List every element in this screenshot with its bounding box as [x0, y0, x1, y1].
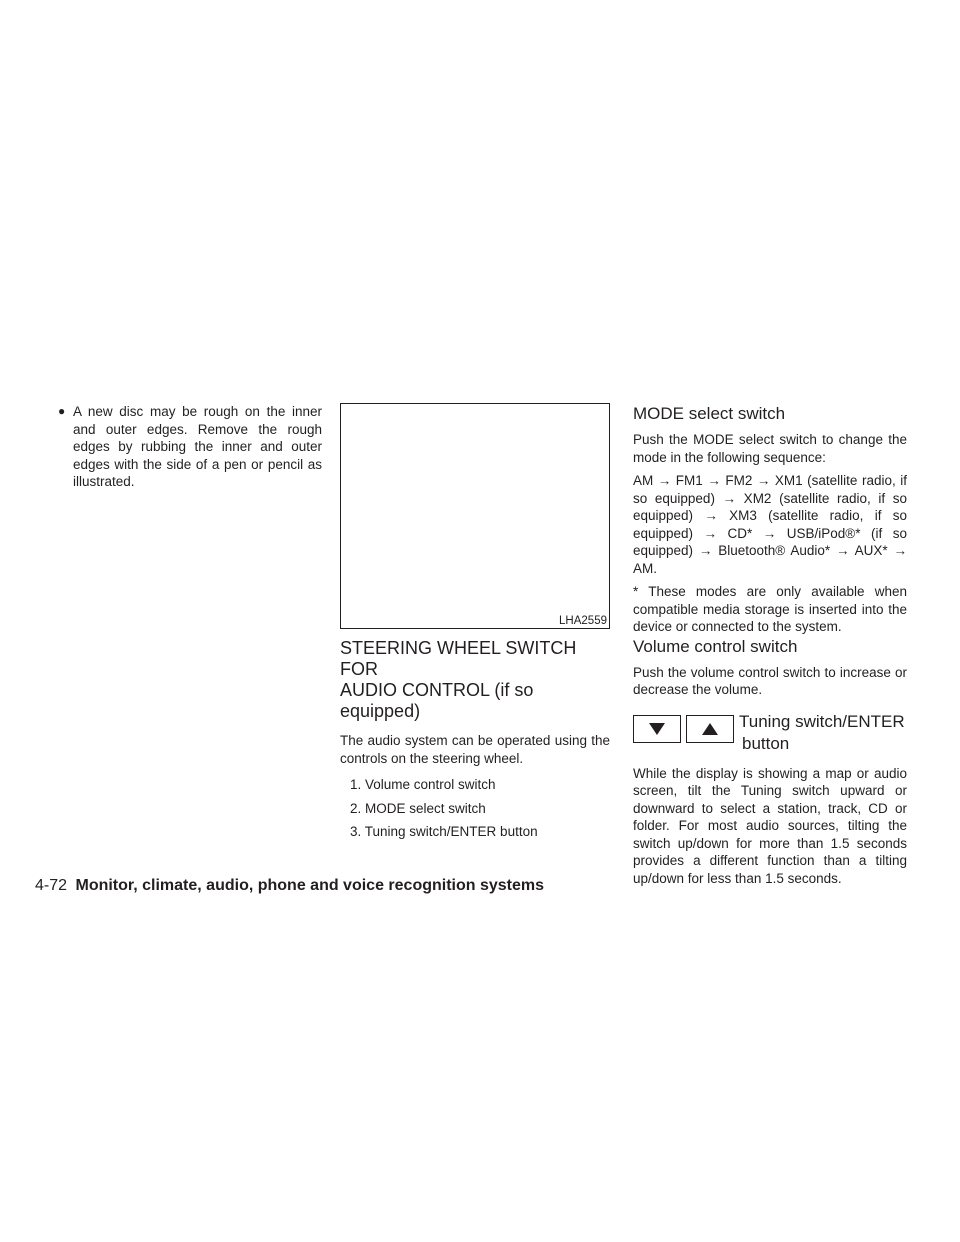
mode-sequence: AM → FM1 → FM2 → XM1 (satellite radio, if so equipped) → XM2 (satellite radio, if so equipped) → XM3 (satellite radio, if so equipped) → CD* → USB/iPod®* (if so equipped) → Bluetooth® Audio* → AUX* → AM.: [633, 473, 907, 576]
tuning-paragraph: While the display is showing a map or audio screen, tilt the Tuning switch upward or downward to select a station, track, CD or folder. For most audio sources, tilting the switch up/down for more than 1.5 seconds provides a different function than a tilting up/down for less than 1.5 seconds.: [633, 765, 907, 886]
steering-controls-list: [340, 776, 610, 841]
bullet-text: A new disc may be rough on the inner and outer edges. Remove the rough edges by rubbing the inner and outer edges with the side of a pen or pencil as illustrated.: [73, 404, 322, 489]
page-number: 4-72: [35, 877, 68, 894]
tuning-heading-line2: button: [742, 733, 790, 753]
list-item: 3. Tuning switch/ENTER button: [350, 824, 538, 839]
steering-heading-line2: AUDIO CONTROL (if so equipped): [340, 680, 534, 721]
middle-column: [340, 403, 610, 847]
illustration-frame: [340, 403, 610, 629]
mode-footnote: * These modes are only available when compatible media storage is inserted into the device or connected to the system.: [633, 584, 907, 634]
list-item: 1. Volume control switch: [350, 777, 496, 792]
bullet-icon: ●: [58, 404, 66, 418]
up-triangle-icon: [686, 715, 734, 743]
steering-intro: The audio system can be operated using the controls on the steering wheel.: [340, 733, 610, 766]
right-column: [633, 403, 907, 887]
volume-heading: Volume control switch: [633, 636, 798, 656]
chapter-title: Monitor, climate, audio, phone and voice recognition systems: [75, 877, 545, 894]
volume-paragraph: Push the volume control switch to increase or decrease the volume.: [633, 664, 907, 697]
figure-code: LHA2559: [559, 615, 607, 627]
down-triangle-icon: [633, 715, 681, 743]
mode-heading: MODE select switch: [633, 404, 786, 423]
steering-section-heading: [340, 638, 610, 722]
bullet-item: [58, 403, 322, 491]
tuning-heading-row: [633, 711, 907, 755]
tuning-heading-line1: Tuning switch/ENTER: [739, 711, 905, 731]
left-column: [58, 403, 322, 491]
mode-paragraph-1: Push the MODE select switch to change the mode in the following sequence:: [633, 432, 907, 465]
page-footer: [35, 877, 544, 895]
list-item: 2. MODE select switch: [350, 800, 486, 816]
tuning-heading: [739, 711, 905, 755]
steering-heading-line1: STEERING WHEEL SWITCH FOR: [340, 638, 577, 679]
